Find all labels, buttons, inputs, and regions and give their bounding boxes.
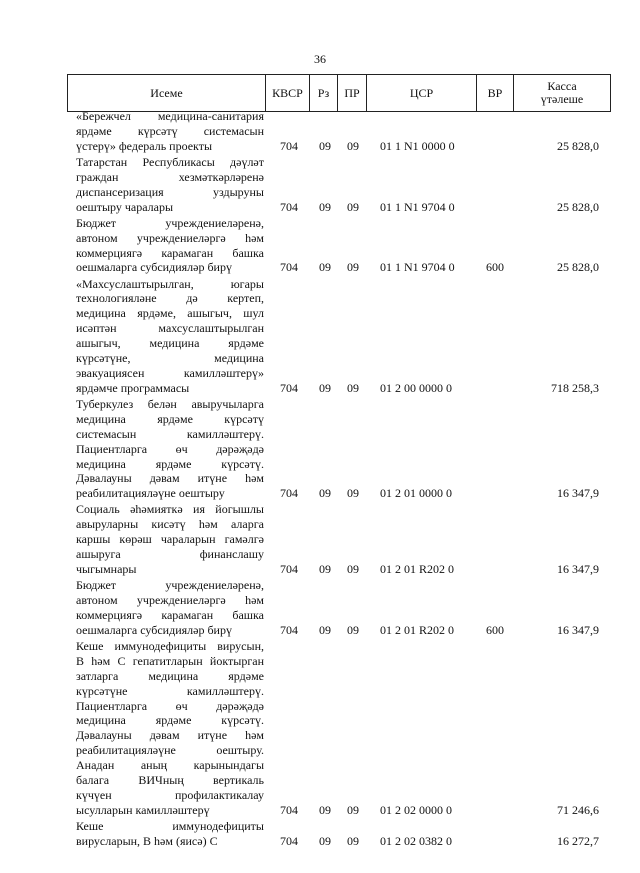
row-name-line: үстерү» федераль проекты xyxy=(76,138,213,153)
row-sum: 71 246,6 xyxy=(557,802,599,817)
row-name xyxy=(76,277,264,396)
row-rz: 09 xyxy=(319,622,331,637)
row-rz: 09 xyxy=(319,802,331,817)
row-name-line: коммерциягә карамаган башка xyxy=(76,245,264,260)
row-name xyxy=(76,502,264,577)
row-name-line: Дәвалауны дәвам итүне һәм xyxy=(76,471,264,486)
row-name-line: Туберкулез белән авыручыларга xyxy=(76,396,264,411)
row-name-line: ярдәме күрсәтү системасын xyxy=(76,123,264,138)
row-name-line: Кеше иммунодефициты вирусын, xyxy=(76,638,264,653)
row-csr: 01 1 N1 9704 0 xyxy=(380,260,455,275)
row-name xyxy=(76,109,264,154)
row-pr: 09 xyxy=(347,833,359,848)
row-name-line: Татарстан Республикасы дәүләт xyxy=(76,154,264,169)
page-number: 36 xyxy=(314,52,326,66)
row-pr: 09 xyxy=(347,561,359,576)
header-rz: Рз xyxy=(310,75,338,111)
row-name-line: технологияләне дә кертеп, xyxy=(76,291,264,306)
header-csr: ЦСР xyxy=(367,75,477,111)
row-name-line: авыруларны кисәтү һәм аларга xyxy=(76,517,264,532)
row-rz: 09 xyxy=(319,561,331,576)
row-kvsr: 704 xyxy=(280,486,298,501)
row-sum: 718 258,3 xyxy=(551,380,599,395)
row-name-line: автоном учреждениеләргә һәм xyxy=(76,593,264,607)
row-pr: 09 xyxy=(347,802,359,817)
row-sum: 16 347,9 xyxy=(557,622,599,637)
row-name-line: оешмаларга субсидияләр бирү xyxy=(76,260,232,275)
row-name xyxy=(76,397,264,501)
row-csr: 01 2 02 0000 0 xyxy=(380,802,452,817)
row-name-line: оешмаларга субсидияләр бирү xyxy=(76,622,232,637)
row-name-line: Бюджет учреждениеләренә, xyxy=(76,215,264,230)
row-sum: 16 272,7 xyxy=(557,833,599,848)
row-name-line: вирусларын, В һәм (яисә) С xyxy=(76,833,218,848)
row-name-line: медицина ярдәме күрсәтү. xyxy=(76,713,264,728)
row-rz: 09 xyxy=(319,260,331,275)
row-csr: 01 2 01 0000 0 xyxy=(380,486,452,501)
row-name-line: медицина ярдәме күрсәтү. xyxy=(76,456,264,471)
row-name xyxy=(76,819,264,849)
row-name-line: Анадан аның карынындагы xyxy=(76,758,264,773)
row-rz: 09 xyxy=(319,138,331,153)
row-name-line: коммерциягә карамаган башка xyxy=(76,607,264,622)
row-name-line: ашыгыч, медицина ярдәме xyxy=(76,336,264,351)
row-rz: 09 xyxy=(319,380,331,395)
row-name-line: исәптән махсуслаштырылган xyxy=(76,321,264,336)
row-sum: 25 828,0 xyxy=(557,138,599,153)
row-name-line: ысулларын камилләштерү xyxy=(76,802,210,817)
row-csr: 01 2 01 R202 0 xyxy=(380,622,455,637)
header-vr: ВР xyxy=(477,75,514,111)
row-name-line: медицина ярдәме, ашыгыч, шул xyxy=(76,306,264,321)
row-csr: 01 2 01 R202 0 xyxy=(380,561,455,576)
row-kvsr: 704 xyxy=(280,802,298,817)
row-name-line: «Махсуслаштырылган, югары xyxy=(76,276,264,291)
row-name-line: каршы көрәш чараларын гамәлгә xyxy=(76,532,264,547)
row-kvsr: 704 xyxy=(280,380,298,395)
row-pr: 09 xyxy=(347,486,359,501)
row-name-line: ашыруга финанслашу xyxy=(76,547,264,562)
row-rz: 09 xyxy=(319,486,331,501)
row-name-line: ярдәмче программасы xyxy=(76,380,190,395)
row-name-line: автоном учреждениеләргә һәм xyxy=(76,230,264,245)
row-kvsr: 704 xyxy=(280,138,298,153)
row-rz: 09 xyxy=(319,833,331,848)
row-pr: 09 xyxy=(347,138,359,153)
header-name: Исеме xyxy=(68,75,266,111)
row-csr: 01 2 00 0000 0 xyxy=(380,380,452,395)
row-csr: 01 1 N1 9704 0 xyxy=(380,199,455,214)
row-kvsr: 704 xyxy=(280,199,298,214)
row-name-line: эвакуациясен камилләштерү» xyxy=(76,365,264,380)
row-name-line: реабилитацияләүне оештыру xyxy=(76,486,225,501)
row-name-line: медицина ярдәме күрсәтү xyxy=(76,411,264,426)
header-sum: Касса үтәлеше xyxy=(540,79,584,106)
row-pr: 09 xyxy=(347,199,359,214)
row-pr: 09 xyxy=(347,260,359,275)
row-name-line: балага ВИЧның вертикаль xyxy=(76,773,264,788)
row-sum: 25 828,0 xyxy=(557,260,599,275)
row-rz: 09 xyxy=(319,199,331,214)
table-header xyxy=(67,74,611,112)
row-name xyxy=(76,155,264,215)
row-vr: 600 xyxy=(486,260,504,275)
row-sum: 25 828,0 xyxy=(557,199,599,214)
row-vr: 600 xyxy=(486,622,504,637)
row-kvsr: 704 xyxy=(280,561,298,576)
row-sum: 16 347,9 xyxy=(557,486,599,501)
row-name-line: күрсәтүне камилләштерү. xyxy=(76,683,264,698)
row-pr: 09 xyxy=(347,622,359,637)
row-name-line: Социаль әһәмияткә ия йогышлы xyxy=(76,502,264,517)
row-name-line: Пациентларга өч дәрәҗәдә xyxy=(76,698,264,713)
row-name-line: Пациентларга өч дәрәҗәдә xyxy=(76,441,264,456)
row-name-line: реабилитацияләүне оештыру. xyxy=(76,743,264,758)
row-name-line: В һәм С гепатитларын йоктырган xyxy=(76,653,264,668)
row-name xyxy=(76,578,264,638)
row-name-line: чыгымнары xyxy=(76,562,137,577)
header-kvsr: КВСР xyxy=(266,75,310,111)
row-pr: 09 xyxy=(347,380,359,395)
row-name-line: системасын камилләштерү. xyxy=(76,426,264,441)
row-name-line: Бюджет учреждениеләренә, xyxy=(76,578,264,593)
row-kvsr: 704 xyxy=(280,833,298,848)
row-name xyxy=(76,639,264,818)
row-csr: 01 2 02 0382 0 xyxy=(380,833,452,848)
row-name-line: «Бережчел медицина-санитария xyxy=(76,109,264,123)
row-kvsr: 704 xyxy=(280,622,298,637)
row-name-line: диспансеризация уздыруны xyxy=(76,184,264,199)
row-kvsr: 704 xyxy=(280,260,298,275)
row-name-line: Дәвалауны дәвам итүне һәм xyxy=(76,728,264,743)
row-sum: 16 347,9 xyxy=(557,561,599,576)
header-pr: ПР xyxy=(338,75,367,111)
row-name-line: күчүен профилактикалау xyxy=(76,787,264,802)
row-name-line: граждан хезмәткәрләренә xyxy=(76,169,264,184)
row-name-line: затларга медицина ярдәме xyxy=(76,668,264,683)
row-name-line: Кеше иммунодефициты xyxy=(76,818,264,833)
row-name-line: күрсәтүне, медицина xyxy=(76,351,264,366)
row-name-line: оештыру чаралары xyxy=(76,199,174,214)
row-csr: 01 1 N1 0000 0 xyxy=(380,138,455,153)
row-name xyxy=(76,216,264,276)
